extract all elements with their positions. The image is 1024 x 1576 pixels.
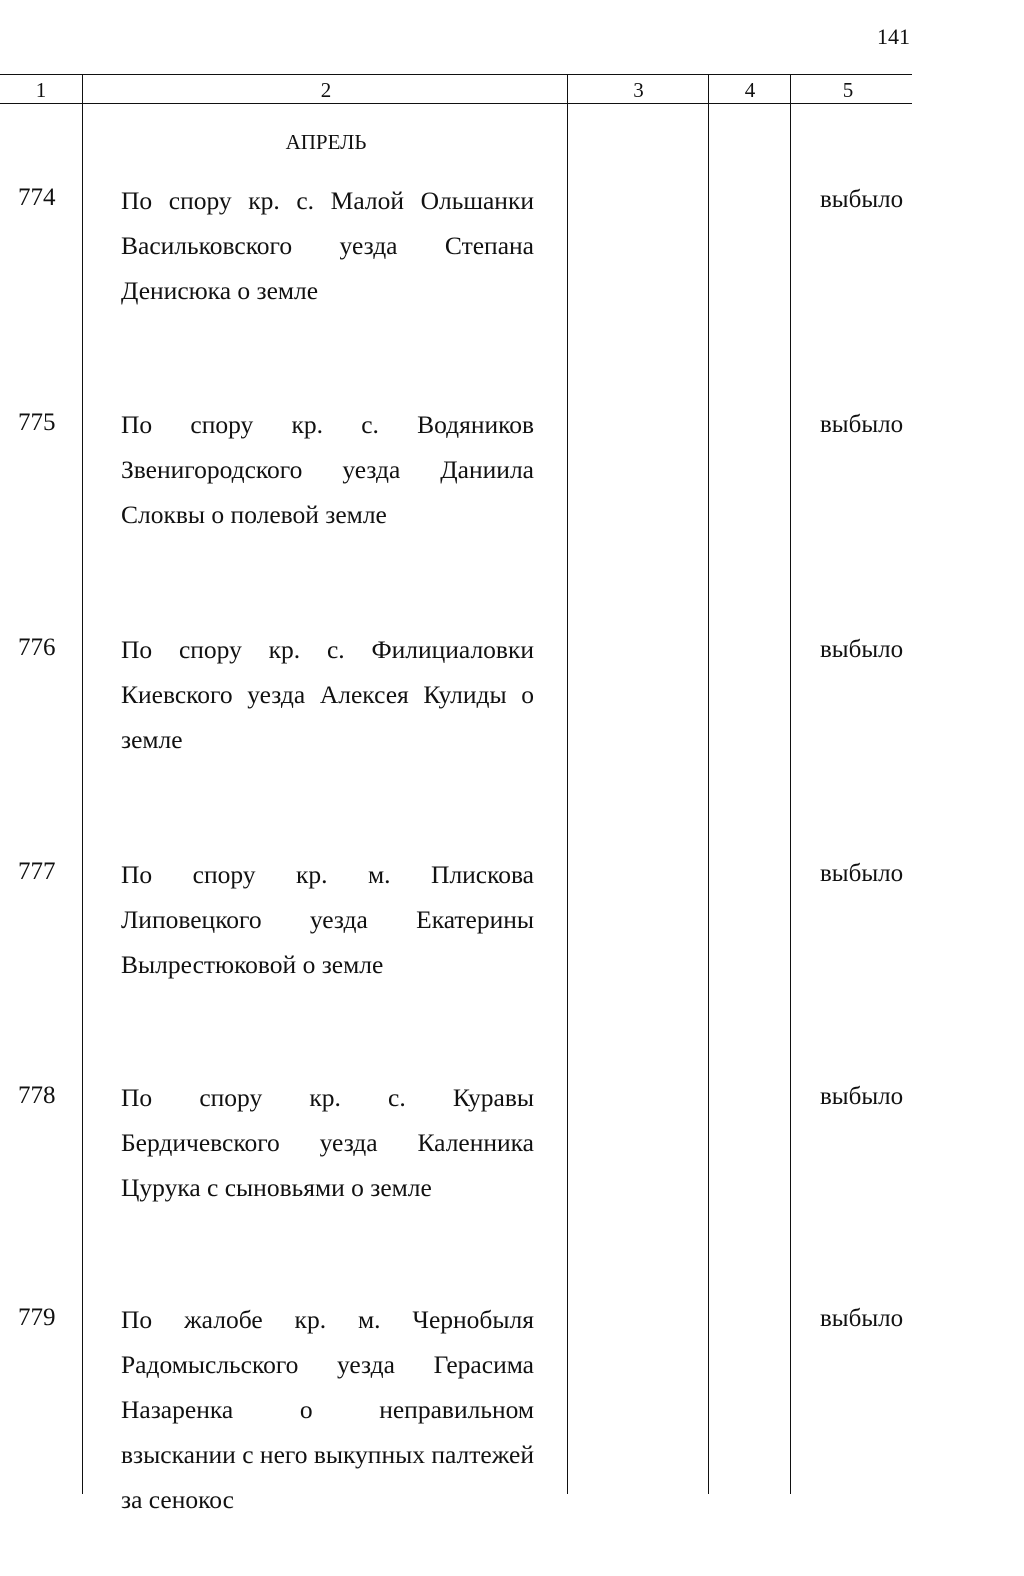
entry-status: выбыло: [820, 186, 904, 213]
column-divider-3: [708, 74, 709, 1494]
entry-description: По спору кр. с. Филициаловки Киевского уезда Алексея Кулиды о земле: [121, 635, 534, 754]
entry-number: 775: [18, 409, 56, 436]
entry-description: По спору кр. м. Плискова Липовецкого уезда Екатерины Вылрестюковой о земле: [121, 860, 534, 979]
entry-description: По спору кр. с. Водяников Звенигородского уезда Даниила Слоквы о полевой земле: [121, 410, 534, 529]
column-divider-4: [790, 74, 791, 1494]
entry-number: 774: [18, 184, 56, 211]
entry-number: 777: [18, 858, 56, 885]
column-header-3: 3: [633, 78, 644, 102]
column-divider-1: [82, 74, 83, 1494]
entry-status: выбыло: [820, 1083, 904, 1110]
entry-description: По жалобе кр. м. Чернобыля Радомысльского уезда Герасима Назаренка о неправильном взыскании с него выкупных палтежей за сенокос: [121, 1305, 534, 1514]
header-bottom-rule: [0, 103, 912, 104]
page-number: 141: [877, 24, 910, 49]
entry-status: выбыло: [820, 411, 904, 438]
entry-number: 779: [18, 1304, 56, 1331]
entry-description: По спору кр. с. Малой Ольшанки Васильковского уезда Степана Денисюка о земле: [121, 186, 534, 305]
column-header-5: 5: [842, 78, 854, 102]
entry-number: 778: [18, 1082, 56, 1109]
column-header-4: 4: [744, 78, 756, 102]
entry-number: 776: [18, 634, 56, 661]
section-title: АПРЕЛЬ: [285, 130, 367, 154]
table-top-rule: [0, 74, 912, 75]
entry-status: выбыло: [820, 636, 904, 663]
entry-status: выбыло: [820, 860, 904, 887]
column-header-1: 1: [35, 78, 47, 102]
entry-description: По спору кр. с. Куравы Бердичевского уезда Каленника Цурука с сыновьями о земле: [121, 1083, 534, 1202]
column-divider-2: [567, 74, 568, 1494]
column-header-2: 2: [320, 78, 332, 102]
entry-status: выбыло: [820, 1305, 904, 1332]
